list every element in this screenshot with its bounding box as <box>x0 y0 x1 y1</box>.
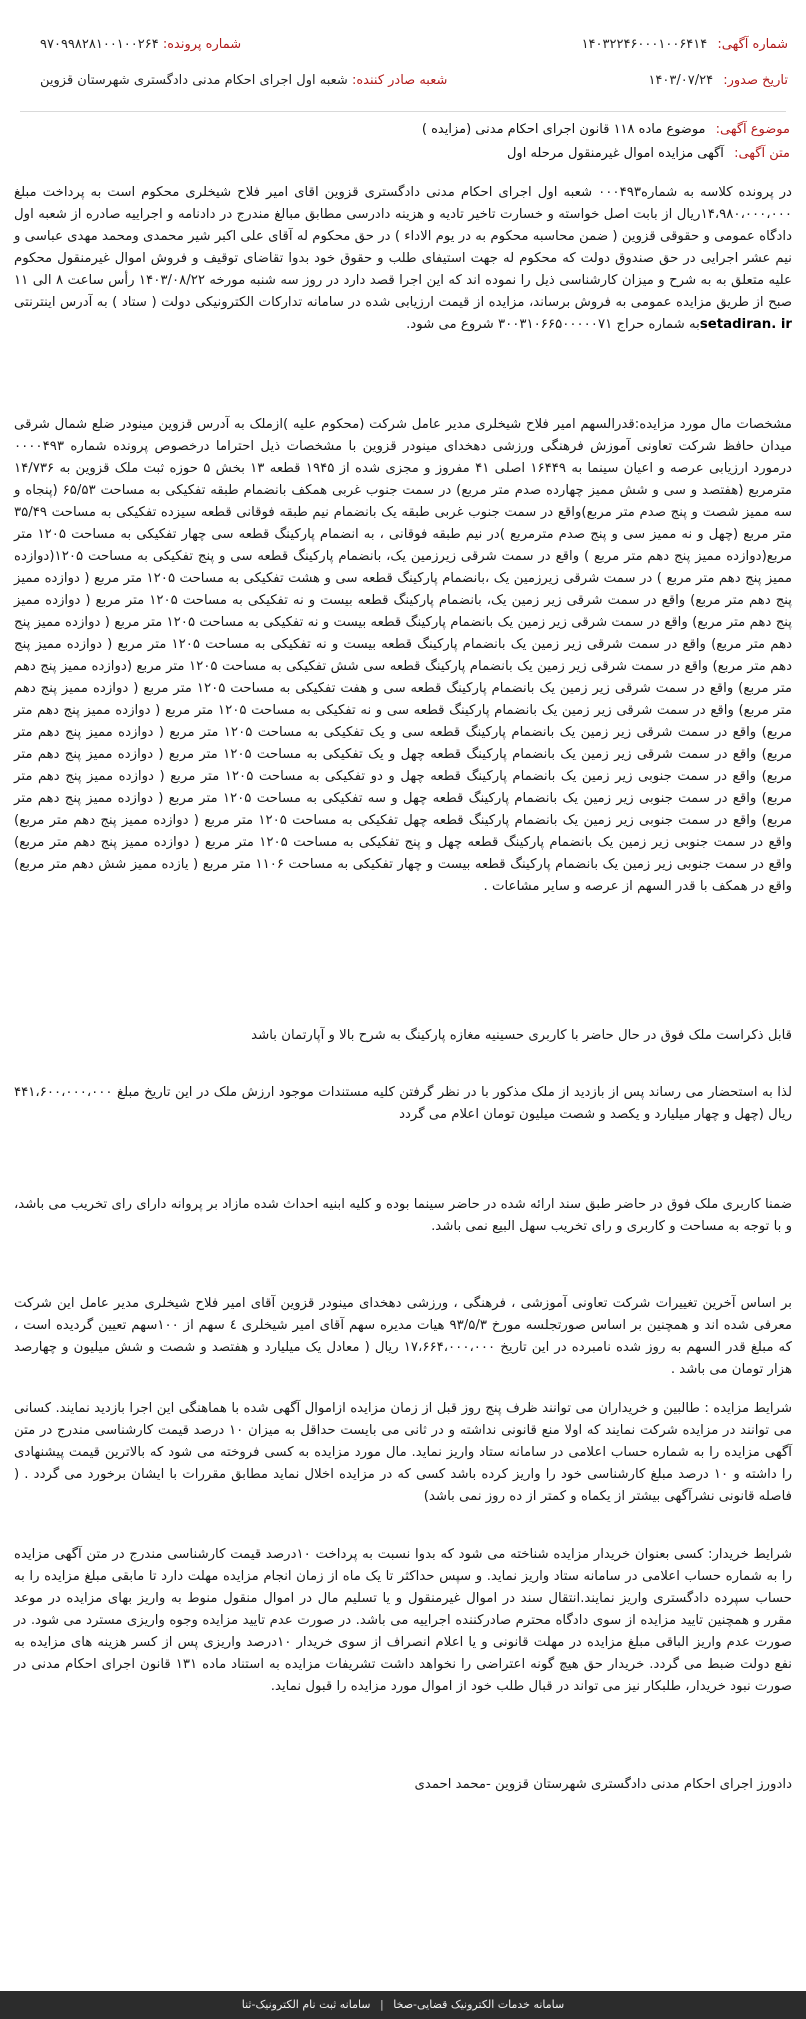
intro-paragraph <box>14 182 792 336</box>
footer-link-sana[interactable]: سامانه ثبت نام الکترونیک-ثنا <box>241 1998 371 2011</box>
issue-date-value: ۱۴۰۳/۰۷/۲۴ <box>648 73 714 88</box>
case-number-value: ۹۷۰۹۹۸۲۸۱۰۰۱۰۰۲۶۴ <box>40 37 159 52</box>
issuer <box>34 70 447 92</box>
auction-conditions-paragraph: شرایط مزایده : طالبین و خریداران می توانند ظرف پنج روز قبل از زمان مزایده ازاموال آگهی شده با هماهنگی این اجرا بازدید نمایند. کسانی می توانند در مزایده شرکت نمایند که اولا منع قانونی نداشته و در ثانی می بایست حداقل به میزان ۱۰ درصد قیمت کارشناسی مندرج در متن آگهی مزایده را به شماره حساب اعلامی در سامانه ستاد واریز نماید. مال مورد مزایده به کسی فروخته می شود که بالاترین قیمت پیشنهادی را داشته و ۱۰ درصد مبلغ کارشناسی خود را واریز کرده باشد کسی که در مزایده اخلال نماید مطابق مقررات با ایشان برخورد می گردد . ( فاصله قانونی نشرآگهی بیشتر از یکماه و کمتر از ده روز نمی باشد) <box>14 1401 792 1504</box>
header-row-issue <box>34 70 788 92</box>
topic-label: موضوع آگهی: <box>715 122 790 137</box>
usage-paragraph: قابل ذکراست ملک فوق در حال حاضر با کاربری حسینیه مغازه پارکینگ به شرح بالا و آپارتمان باشد <box>251 1028 792 1043</box>
footer-link-sakha[interactable]: سامانه خدمات الکترونیک قضایی-صخا <box>393 1998 565 2011</box>
valuation-paragraph: لذا به استحضار می رساند پس از بازدید از ملک مذکور با در نظر گرفتن کلیه مستندات موجود ارزش ملک در این تاریخ مبلغ ۴۴۱،۶۰۰،۰۰۰،۰۰۰ ریال (چهل و چهار میلیارد و یکصد و شصت میلیون تومان اعلام می گردد <box>14 1085 792 1122</box>
company-change-paragraph: بر اساس آخرین تغییرات شرکت تعاونی آموزشی ، فرهنگی ، ورزشی دهخدای مینودر قزوین آقای امیر فلاح شیخلری مدیر عامل این شرکت معرفی شده اند و همچنین بر اساس صورتجلسه مورخ ۹۳/۵/۳ هیات مدیره سهم آقای امیر شیخلری ٤ سهم از ۱۰۰سهم تعیین گردیده است ، که مبلغ قدر السهم به روز شده نامبرده در این تاریخ ۱۷،۶۶۴،۰۰۰،۰۰۰ ریال ( معادل یک میلیارد و هفتصد و شصت و شش میلیون و چهارصد هزار تومان می باشد . <box>14 1296 793 1377</box>
demolition-note-paragraph: ضمنا کاربری ملک فوق در حاضر طبق سند ارائه شده در حاضر سینما بوده و کلیه ابنیه احداث شده مازاد بر پروانه دارای رای تخریب می باشد، و با توجه به مساحت و کاربری و رای تخریب سهل البیع نمی باشد. <box>14 1197 792 1234</box>
issuer-value: شعبه اول اجرای احکام مدنی دادگستری شهرستان قزوین <box>40 73 348 88</box>
property-spec-paragraph: مشخصات مال مورد مزایده:قدرالسهم امیر فلاح شیخلری مدیر عامل شرکت (محکوم علیه )ازملک به آدرس قزوین مینودر ضلع شمال شرقی میدان حافظ شرکت تعاونی آموزش فرهنگی ورزشی دهخدای مینودر قزوین با مشخصات ذیل احتراما درخصوص پرونده شماره ۰۰۰۰۴۹۳ درمورد ارزیابی عرصه و اعیان سینما به ۱۶۴۴۹ اصلی ۴۱ مفروز و مجزی شده از ۱۹۴۵ قطعه ۱۳ بخش ۵ حوزه ثبت ملک قزوین به ۱۴/۷۳۶ مترمربع (هفتصد و سی و شش ممیز چهارده صدم متر مربع) در سمت جنوب غربی همکف بانضمام طبقه تفکیکی به مساحت ۶۵/۵۳ (پنجاه و سه ممیز شصت و پنج صدم متر مربع)واقع در سمت جنوب غربی طبقه یک بانضمام نیم طبقه فوقانی قطعه سیزده تفکیکی به مساحت ۳۵/۴۹ متر مربع (چهل و نه ممیز سی و پنج صدم مترمربع )در نیم طبقه فوقانی ، به انضمام پارکینگ قطعه سی چهار تفکیکی به مساحت ۱۲۰۵ متر مربع(دوازده ممیز پنج دهم متر مربع ) واقع در سمت شرقی زیرزمین یک، بانضمام پارکینگ قطعه سی و پنج تفکیکی به مساحت ۱۲۰۵(دوازده ممیز پنج دهم متر مربع ) در سمت شرقی زیرزمین یک ،بانضمام پارکینگ قطعه سی و هشت تفکیکی به مساحت ۱۲۰۵ متر مربع ( دوازده ممیز پنج دهم متر مربع) واقع در سمت شرقی زیر زمین یک، بانضمام پارکینگ قطعه بیست و نه تفکیکی به مساحت ۱۲۰۵ متر مربع ( دوازده ممیز پنج دهم متر مربع) واقع در سمت شرقی زیر زمین یک بانضمام پارکینگ قطعه بیست و نه تفکیکی به مساحت ۱۲۰۵ متر مربع ( دوازده ممیز پنج دهم متر مربع) واقع در سمت شرقی زیر زمین یک بانضمام پارکینگ قطعه بیست و نه تفکیکی به مساحت ۱۲۰۵ متر مربع ( دوازده ممیز پنج دهم متر مربع) واقع در سمت شرقی زیر زمین یک بانضمام پارکینگ قطعه سی شش تفکیکی به مساحت ۱۲۰۵ متر مربع (دوازده ممیز پنج دهم متر مربع) واقع در سمت شرقی زیر زمین یک بانضمام پارکینگ قطعه سی و هفت تفکیکی به مساحت ۱۲۰۵ متر مربع ( دوازده ممیز پنج دهم متر مربع) واقع در سمت شرقی زیر زمین یک بانضمام پارکینگ قطعه سی و نه تفکیکی به مساحت ۱۲۰۵ متر مربع ( دوازده ممیز پنج دهم متر مربع) واقع در سمت شرقی زیر زمین یک بانضمام پارکینگ قطعه سی و یک تفکیکی به مساحت ۱۲۰۵ متر مربع ( دوازده ممیز پنج دهم متر مربع) واقع در سمت شرقی زیر زمین یک بانضمام پارکینگ قطعه چهل و یک تفکیکی به مساحت ۱۲۰۵ متر مربع ( دوازده ممیز پنج دهم متر مربع) واقع در سمت جنوبی زیر زمین یک بانضمام پارکینگ قطعه چهل و دو تفکیکی به مساحت ۱۲۰۵ متر مربع ( دوازده ممیز پنج دهم متر مربع) واقع در سمت جنوبی زیر زمین یک بانضمام پارکینگ قطعه چهل و سه تفکیکی به مساحت ۱۲۰۵ متر مربع ( دوازده ممیز پنج دهم متر مربع) واقع در سمت جنوبی زیر زمین یک بانضمام پارکینگ قطعه چهل تفکیکی به مساحت ۱۲۰۵ متر مربع ( دوازده ممیز پنج دهم متر مربع) واقع در سمت جنوبی زیر زمین یک بانضمام پارکینگ قطعه چهل و پنج تفکیکی به مساحت ۱۲۰۵ متر مربع ( دوازده ممیز پنج دهم متر مربع) واقع در سمت جنوبی زیر زمین یک بانضمام پارکینگ قطعه بیست و چهار تفکیکی به مساحت ۱۱۰۶ متر مربع ( یازده ممیز شش دهم متر مربع) واقع در همکف با قدر السهم از عرصه و سایر مشاعات . <box>14 417 793 894</box>
notice-subject <box>16 118 790 166</box>
intro-text: در پرونده کلاسه به شماره۰۰۰۴۹۳ شعبه اول اجرای احکام مدنی دادگستری قزوین اقای امیر فلاح شیخلری محکوم است به پرداخت مبلغ ۱۴،۹۸۰،۰۰۰،۰۰۰ریال از بابت اصل خواسته و خسارت تاخیر تادیه و هزینه دادرسی مطابق مبالغ مندرج در دادنامه و اجراییه صادره از شعبه اول دادگاه عمومی و حقوقی قزوین ( ضمن محاسبه محکوم به در یوم الاداء ) در حق محکوم له آقای علی اکبر شیر محمدی ومحمد مهدی عباسی و نیم عشر اجرایی در حق صندوق دولت که محکوم له جهت استیفای طلب و حقوق خود بدوا تقاضای توقیف و فروش اموال غیرمنقول محکوم علیه متعلق به به شرح و میزان کارشناسی ذیل را نموده اند که این اجرا قصد دارد در روز سه شنبه مورخه ۱۴۰۳/۰۸/۲۲ رأس ساعت ۸ الی ۱۱ صبح از طریق مزایده عمومی به فروش برساند، مزایده از قیمت ارزیابی شده در سامانه تدارکات الکترونیکی دولت ( ستاد ) به آدرس اینترنتی <box>14 185 792 310</box>
setad-website-link[interactable]: setadiran. ir <box>699 317 792 332</box>
footer-bar <box>0 1991 806 2019</box>
text-title: آگهی مزایده اموال غیرمنقول مرحله اول <box>506 146 724 161</box>
text-title-line <box>16 142 790 166</box>
header-divider <box>20 111 786 112</box>
buyer-conditions-paragraph: شرایط خریدار: کسی بعنوان خریدار مزایده شناخته می شود که بدوا نسبت به پرداخت ۱۰درصد قیمت کارشناسی مندرج در متن آگهی مزایده را به شماره حساب اعلامی در سامانه ستاد واریز نماید. و سپس حداکثر تا یک ماه از زمان انجام مزایده مهلت دارد تا مابقی مبلغ مزایده را به حساب سپرده دادگستری واریز نمایند.انتقال سند در اموال غیرمنقول و یا تسلیم مال در اموال منقول منوط به واریز بهای مزایده در موعد مقرر و همچنین تایید مزایده از سوی دادگاه محترم صادرکننده اجراییه می باشد. در صورت عدم تایید مزایده وجوه واریزی مسترد می شود. در صورت عدم واریز الباقی مبلغ مزایده در مهلت قانونی و یا اعلام انصراف از سوی خریدار ۱۰درصد واریزی پس از کسر هزینه های مزایده به نفع دولت ضبط می گردد. خریدار حق هیچ گونه اعتراضی را نخواهد داشت تشریفات مزایده به استناد ماده ۱۳۱ قانون اجرای احکام مدنی در صورت نبود خریدار، طلبکار نیز می تواند در قبال طلب خود از اموال مورد مزایده را قبول نماید. <box>14 1547 793 1694</box>
topic-text: موضوع ماده ۱۱۸ قانون اجرای احکام مدنی (مزایده ) <box>421 122 706 137</box>
case-number <box>34 34 241 56</box>
issue-date <box>648 70 788 92</box>
footer-separator: | <box>380 1998 384 2011</box>
case-number-label: شماره پرونده: <box>162 37 242 52</box>
signature-line: دادورز اجرای احکام مدنی دادگستری شهرستان قزوین -محمد احمدی <box>414 1777 792 1792</box>
notice-number <box>582 34 788 56</box>
notice-header <box>34 34 788 96</box>
notice-number-label: شماره آگهی: <box>717 37 788 52</box>
header-row-numbers <box>34 34 788 56</box>
topic-line <box>16 118 790 142</box>
issue-date-label: تاریخ صدور: <box>723 73 788 88</box>
issuer-label: شعبه صادر کننده: <box>351 73 448 88</box>
intro-text-end: به شماره حراج ۳۰۰۳۱۰۶۶۵۰۰۰۰۰۷۱ شروع می شود. <box>406 317 700 332</box>
text-label: متن آگهی: <box>734 146 790 161</box>
notice-number-value: ۱۴۰۳۲۲۴۶۰۰۰۱۰۰۶۴۱۴ <box>581 37 708 52</box>
